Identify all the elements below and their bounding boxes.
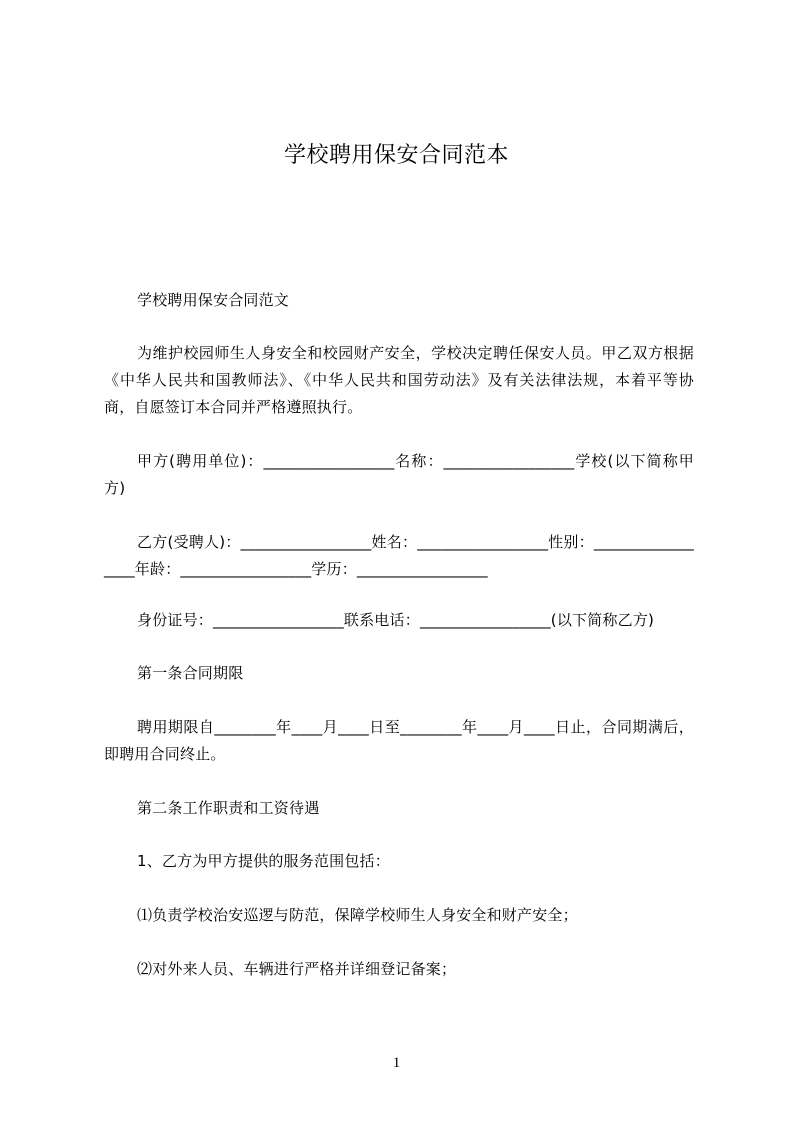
subtitle-paragraph: 学校聘用保安合同范文	[137, 291, 290, 309]
party-b-paragraph: 乙方(受聘人)：_________________姓名：_________________性别：_________________年龄：_________________学历：_________________	[104, 533, 694, 578]
list-item-1-1: ⑴负责学校治安巡逻与防范，保障学校师生人身安全和财产安全；	[137, 906, 578, 924]
list-item-1: 1、乙方为甲方提供的服务范围包括：	[137, 852, 390, 870]
article-1-heading: 第一条合同期限	[137, 664, 244, 682]
document-title: 学校聘用保安合同范本	[283, 143, 509, 168]
party-a-paragraph: 甲方(聘用单位)：_________________名称：_________________学校(以下简称甲方)	[104, 452, 694, 497]
article-2-heading: 第二条工作职责和工资待遇	[137, 799, 320, 817]
list-item-1-2: ⑵对外来人员、车辆进行严格并详细登记备案；	[137, 960, 457, 978]
article-1-body: 聘用期限自________年____月____日至________年____月____日止，合同期满后，即聘用合同终止。	[104, 718, 694, 763]
intro-paragraph: 为维护校园师生人身安全和校园财产安全，学校决定聘任保安人员。甲乙双方根据《中华人民共和国教师法》、《中华人民共和国劳动法》及有关法律法规，本着平等协商，自愿签订本合同并严格遵照执行。	[104, 344, 694, 416]
page-number: 1	[392, 1055, 401, 1071]
id-contact-paragraph: 身份证号：_________________联系电话：_________________(以下简称乙方)	[137, 611, 655, 629]
